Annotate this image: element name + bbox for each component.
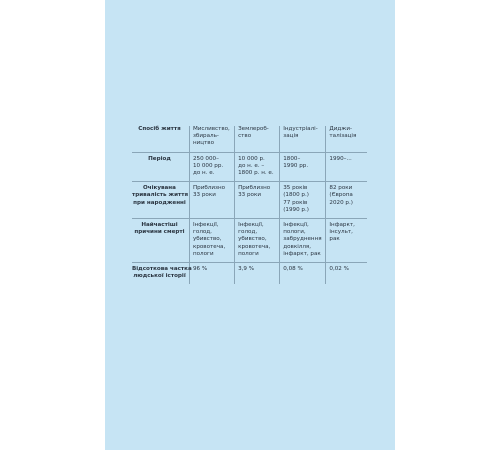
row-label	[132, 126, 189, 152]
cell-text-line: 1800–	[283, 155, 301, 162]
row-label	[132, 182, 189, 219]
cell-text-line: Період	[148, 155, 171, 162]
table-cell	[235, 126, 280, 152]
cell-text-line: ництво	[192, 140, 215, 147]
cell-text-line: Спосіб життя	[138, 126, 181, 132]
row-label	[132, 152, 189, 182]
table-cell	[189, 126, 234, 152]
table-cell	[189, 152, 234, 182]
table-row-causes-of-death	[132, 219, 367, 263]
cell-text-line: пологи	[192, 250, 214, 257]
cell-text-line: людської історії	[133, 273, 186, 280]
table-cell	[280, 263, 326, 285]
cell-text-line: при народженні	[133, 199, 186, 206]
cell-text-line: пологи,	[283, 229, 306, 236]
table-cell	[235, 152, 280, 182]
table-row-period	[132, 152, 367, 182]
table-cell	[189, 263, 234, 285]
cell-text-line: зація	[283, 133, 299, 140]
cell-text-line: рак	[329, 236, 340, 243]
cell-text-line: Мисливство,	[192, 126, 230, 132]
cell-text-line: Приблизно	[238, 185, 271, 192]
cell-text-line: 250 000–	[192, 155, 219, 162]
cell-text-line: Диджи-	[329, 126, 352, 132]
cell-text-line: 0,02 %	[329, 266, 349, 273]
cell-text-line: 1800 р. н. е.	[238, 170, 274, 177]
table-cell	[280, 219, 326, 263]
cell-text-line: 33 роки	[192, 192, 216, 199]
cell-text-line: 77 років	[283, 199, 308, 206]
cell-text-line: Інфекції,	[283, 222, 309, 229]
cell-text-line: талізація	[329, 133, 357, 140]
cell-text-line: кровотеча,	[192, 243, 226, 250]
cell-text-line: Приблизно	[192, 185, 226, 192]
table-cell	[235, 219, 280, 263]
cell-text-line: Інфаркт,	[329, 222, 355, 229]
table-cell	[280, 152, 326, 182]
cell-text-line: Інфекції,	[238, 222, 264, 229]
table-cell	[189, 182, 234, 219]
cell-text-line: (1990 р.)	[283, 206, 309, 213]
table-cell	[326, 263, 367, 285]
cell-text-line: пологи	[238, 250, 259, 257]
table-row-share-of-history	[132, 263, 367, 285]
cell-text-line: Індустріалі-	[283, 126, 318, 132]
row-label	[132, 263, 192, 285]
cell-text-line: 3,9 %	[238, 266, 255, 273]
cell-text-line: 33 роки	[238, 192, 261, 199]
cell-text-line: забруднення	[283, 236, 322, 243]
cell-text-line: 96 %	[192, 266, 208, 273]
cell-text-line: 82 роки	[329, 185, 353, 192]
table-cell	[235, 182, 280, 219]
table-cell	[326, 152, 367, 182]
cell-text-line: Відсоткова частка	[132, 266, 192, 273]
cell-text-line: тривалість життя	[132, 192, 189, 199]
cell-text-line: (Європа	[329, 192, 353, 199]
table-cell	[326, 219, 367, 263]
cell-text-line: Найчастіші	[141, 222, 178, 229]
cell-text-line: причини смерті	[134, 229, 185, 236]
cell-text-line: збираль-	[192, 133, 219, 140]
cell-text-line: Очікувана	[143, 185, 176, 192]
cell-text-line: 1990–...	[329, 155, 352, 162]
row-label	[132, 219, 189, 263]
cell-text-line: інсульт,	[329, 229, 353, 236]
table-cell	[326, 126, 367, 152]
cell-text-line: довкілля,	[283, 243, 312, 250]
book-page	[105, 0, 395, 450]
cell-text-line: 2020 р.)	[329, 199, 353, 206]
cell-text-line: голод,	[238, 229, 258, 236]
cell-text-line: ство	[238, 133, 252, 140]
cell-text-line: Інфекції,	[192, 222, 219, 229]
cell-text-line: убивство,	[238, 236, 267, 243]
cell-text-line: 10 000 рр.	[192, 162, 224, 169]
cell-text-line: Землероб-	[238, 126, 269, 132]
table-cell	[326, 182, 367, 219]
table-row-life-expectancy	[132, 182, 367, 219]
cell-text-line: убивство,	[192, 236, 222, 243]
table-cell	[280, 126, 326, 152]
table-cell	[235, 263, 280, 285]
cell-text-line: кровотеча,	[238, 243, 271, 250]
comparison-table	[132, 126, 367, 284]
cell-text-line: 35 років	[283, 185, 308, 192]
table-row-lifestyle	[132, 126, 367, 152]
table-cell	[280, 182, 326, 219]
cell-text-line: голод,	[192, 229, 212, 236]
cell-text-line: 0,08 %	[283, 266, 303, 273]
table-cell	[189, 219, 234, 263]
cell-text-line: до н. е.	[192, 170, 215, 177]
cell-text-line: 1990 рр.	[283, 162, 309, 169]
cell-text-line: інфаркт, рак	[283, 250, 321, 257]
cell-text-line: до н. е. –	[238, 162, 265, 169]
cell-text-line: (1800 р.)	[283, 192, 309, 199]
cell-text-line: 10 000 р.	[238, 155, 265, 162]
